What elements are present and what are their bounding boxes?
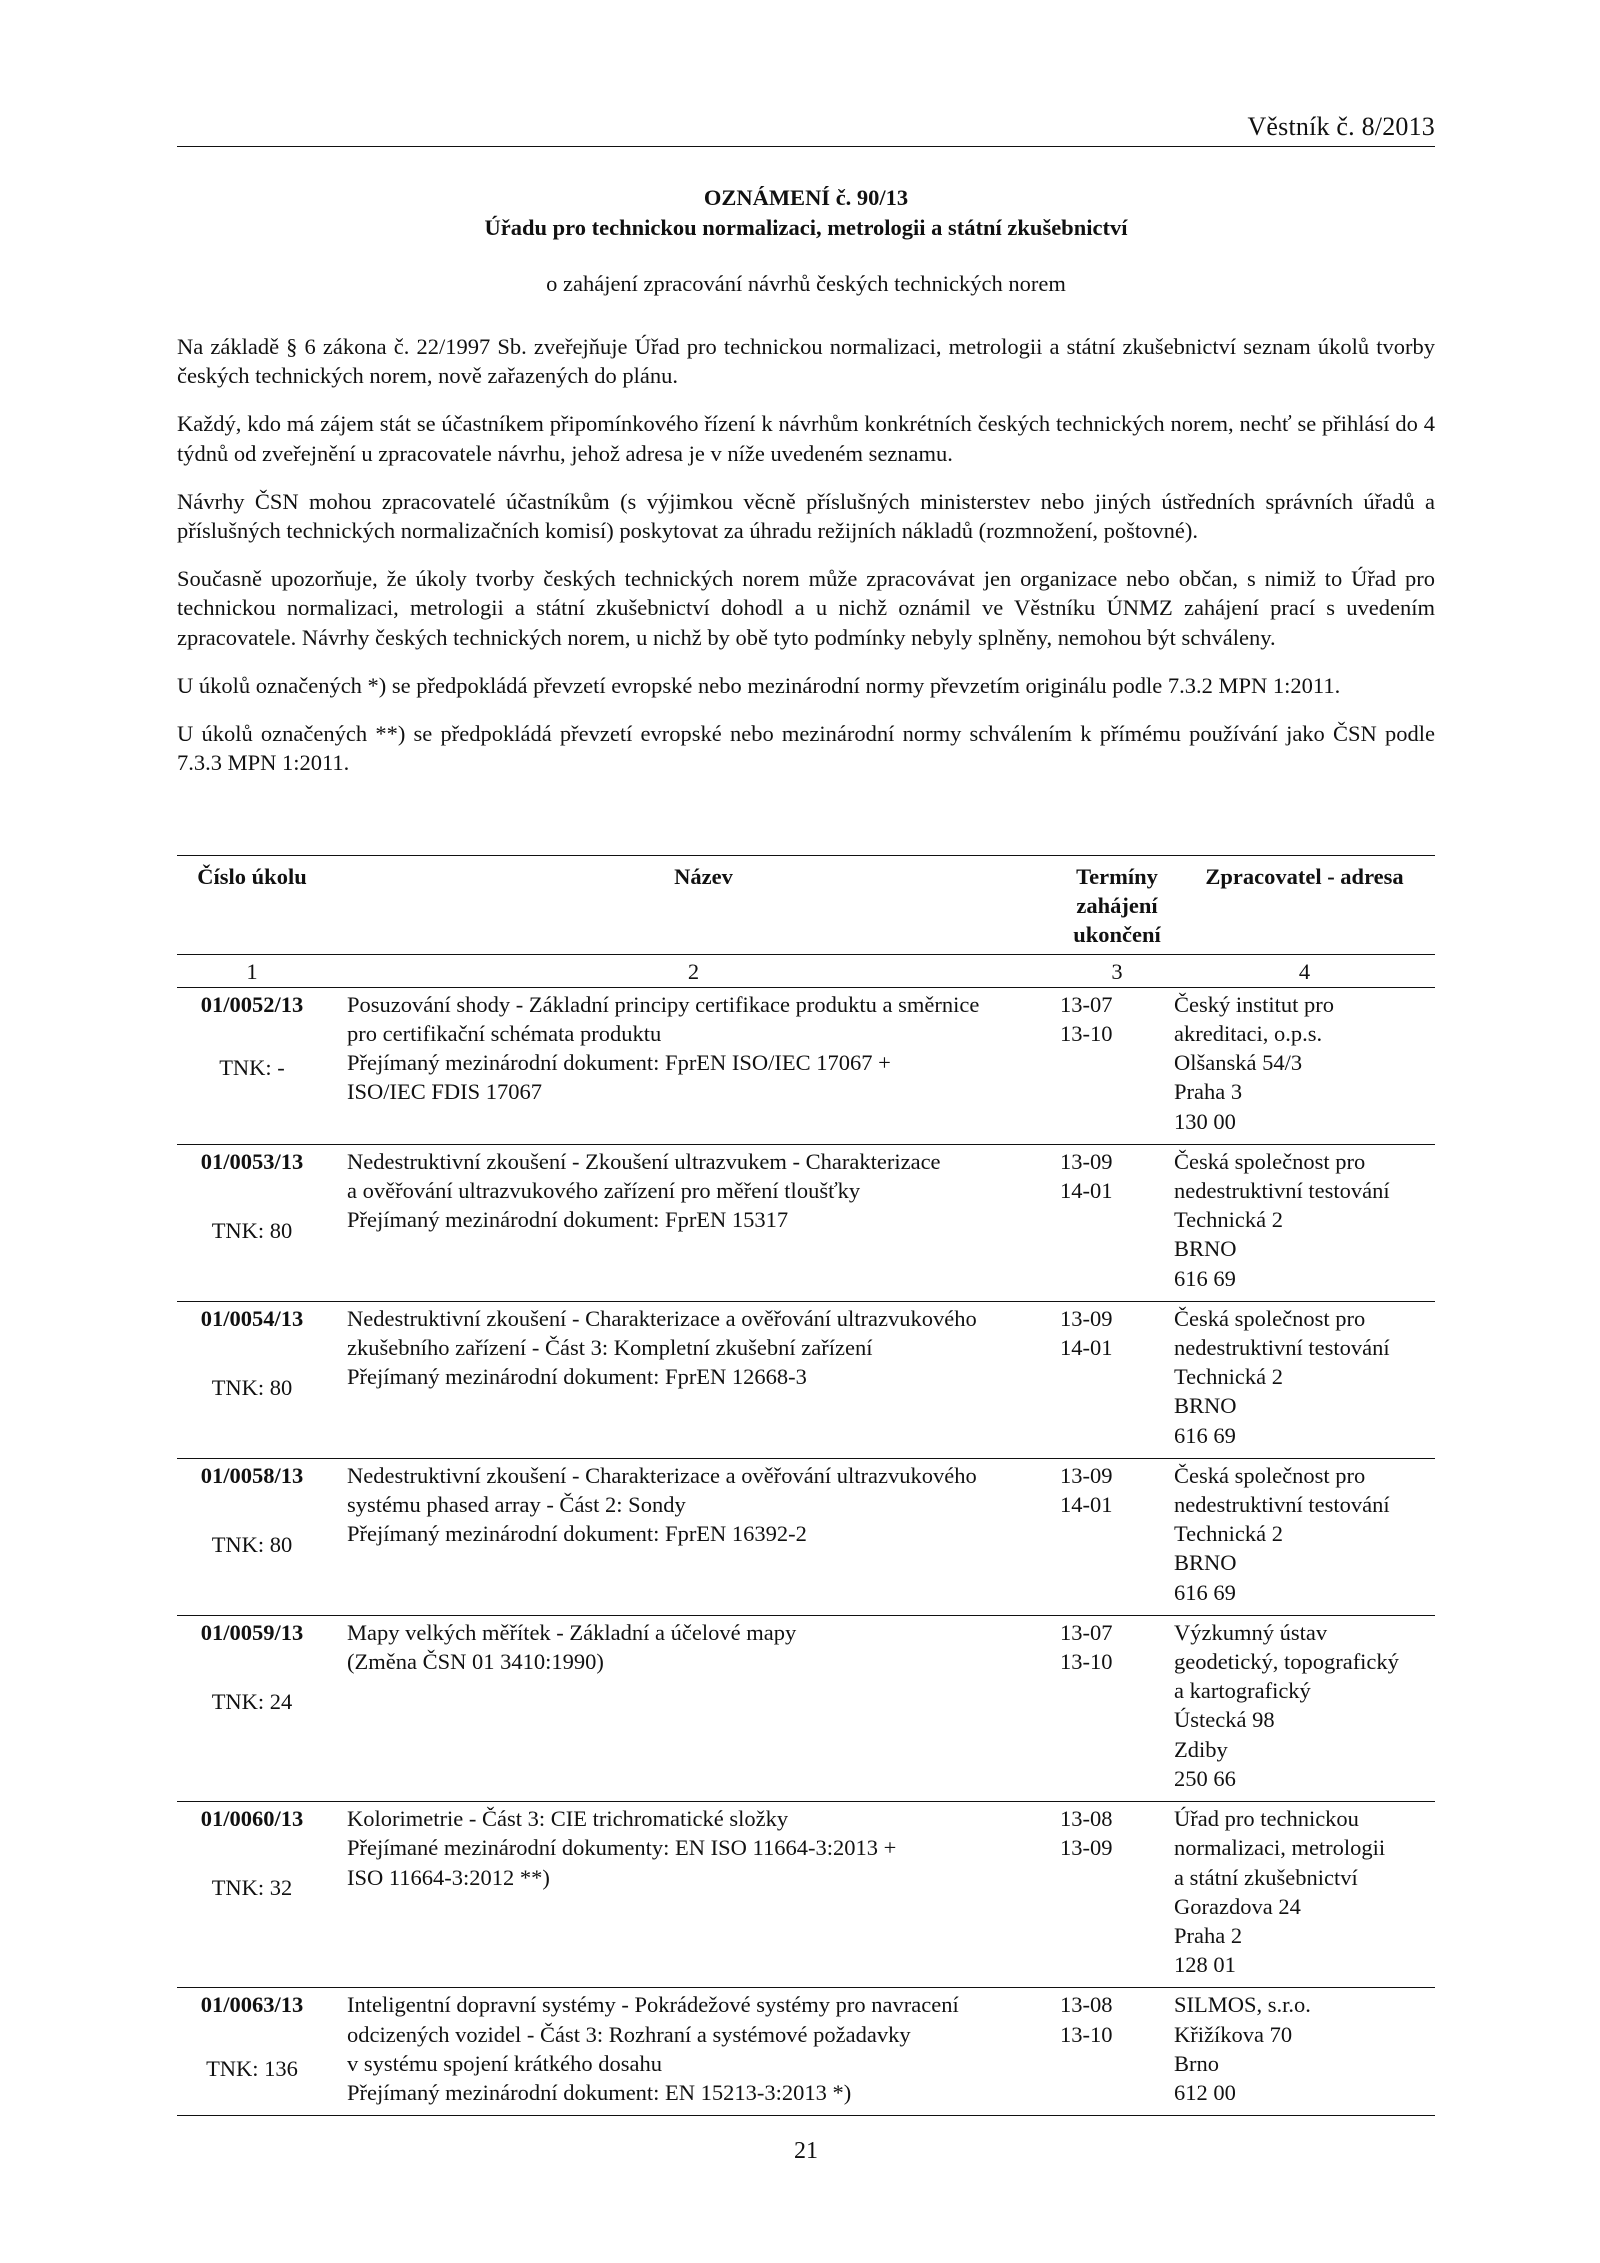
task-terms-cell xyxy=(1060,1802,1174,1988)
processor-line: Praha 2 xyxy=(1174,1922,1243,1948)
processor-line: Křižíkova 70 xyxy=(1174,2021,1293,2047)
processor-line: Ústecká 98 xyxy=(1174,1707,1275,1733)
task-name-cell xyxy=(327,1988,1060,2116)
task-name-cell xyxy=(327,1802,1060,1988)
task-processor-cell xyxy=(1174,1802,1435,1988)
tnk-label: TNK: - xyxy=(219,1055,285,1081)
paragraph: Současně upozorňuje, že úkoly tvorby českých technických norem může zpracovávat jen organizace nebo občan, s nimiž to Úřad pro technickou normalizaci, metrologii a státní zkušebnictví dohodl a u nichž oznámil ve Věstníku ÚNMZ zahájení prací s uvedením zpracovatele. Návrhy českých technických norem, u nichž by obě tyto podmínky nebyly splněny, nemohou být schváleny. xyxy=(177,566,1435,650)
notice-title-block xyxy=(177,183,1435,299)
processor-line: nedestruktivní testování xyxy=(1174,1178,1390,1204)
task-number: 01/0054/13 xyxy=(200,1305,304,1331)
column-number: 4 xyxy=(1174,954,1435,987)
task-term-start: 13-08 xyxy=(1060,1806,1113,1832)
task-number: 01/0053/13 xyxy=(200,1148,304,1174)
processor-line: Úřad pro technickou xyxy=(1174,1806,1359,1832)
task-number-cell xyxy=(177,1988,327,2116)
task-terms-cell xyxy=(1060,1458,1174,1615)
task-terms-cell xyxy=(1060,1615,1174,1801)
processor-line: BRNO xyxy=(1174,1550,1237,1576)
column-number: 1 xyxy=(177,954,327,987)
task-term-start: 13-09 xyxy=(1060,1148,1113,1174)
task-name-line: Kolorimetrie - Část 3: CIE trichromatické složky xyxy=(347,1806,789,1832)
processor-line: Český institut pro xyxy=(1174,991,1335,1017)
task-terms-cell xyxy=(1060,1144,1174,1301)
processor-line: 612 00 xyxy=(1174,2079,1236,2105)
task-terms-cell xyxy=(1060,1301,1174,1458)
notice-body xyxy=(177,332,1435,796)
task-name-cell xyxy=(327,1301,1060,1458)
column-number-row xyxy=(177,954,1435,987)
table-row xyxy=(177,1458,1435,1615)
task-processor-cell xyxy=(1174,1458,1435,1615)
task-term-start: 13-08 xyxy=(1060,1992,1113,2018)
task-term-start: 13-09 xyxy=(1060,1305,1113,1331)
task-name-cell xyxy=(327,987,1060,1144)
task-number: 01/0059/13 xyxy=(200,1619,304,1645)
header-task-number: Číslo úkolu xyxy=(177,856,327,955)
task-term-end: 14-01 xyxy=(1060,1178,1113,1204)
processor-line: 130 00 xyxy=(1174,1108,1236,1134)
task-processor-cell xyxy=(1174,987,1435,1144)
processor-line: Brno xyxy=(1174,2050,1219,2076)
header-processor: Zpracovatel - adresa xyxy=(1174,856,1435,955)
task-number-cell xyxy=(177,1144,327,1301)
notice-title: OZNÁMENÍ č. 90/13 xyxy=(703,185,909,210)
header-terms-line: zahájení xyxy=(1076,893,1158,919)
task-name-line: Nedestruktivní zkoušení - Charakterizace a ověřování ultrazvukového xyxy=(347,1462,977,1488)
task-name-line: Nedestruktivní zkoušení - Zkoušení ultrazvukem - Charakterizace xyxy=(347,1148,941,1174)
processor-line: BRNO xyxy=(1174,1236,1237,1262)
task-terms-cell xyxy=(1060,1988,1174,2116)
paragraph: U úkolů označených *) se předpokládá převzetí evropské nebo mezinárodní normy převzetím originálu podle 7.3.2 MPN 1:2011. xyxy=(177,672,1341,698)
processor-line: Zdiby xyxy=(1174,1736,1228,1762)
table-row xyxy=(177,1615,1435,1801)
column-number: 2 xyxy=(327,954,1060,987)
processor-line: Česká společnost pro xyxy=(1174,1305,1366,1331)
task-processor-cell xyxy=(1174,1988,1435,2116)
task-processor-cell xyxy=(1174,1615,1435,1801)
table-row xyxy=(177,1988,1435,2116)
processor-line: Výzkumný ústav xyxy=(1174,1619,1328,1645)
task-term-end: 14-01 xyxy=(1060,1492,1113,1518)
task-number: 01/0060/13 xyxy=(200,1806,304,1832)
task-number-cell xyxy=(177,1301,327,1458)
processor-line: geodetický, topografický xyxy=(1174,1649,1399,1675)
paragraph: Návrhy ČSN mohou zpracovatelé účastníkům (s výjimkou věcně příslušných ministerstev nebo jiných ústředních správních úřadů a příslušných technických normalizačních komisí) poskytovat za úhradu režijních nákladů (rozmnožení, poštovné). xyxy=(177,488,1435,544)
task-term-end: 14-01 xyxy=(1060,1335,1113,1361)
header-terms xyxy=(1060,856,1174,955)
notice-subject: o zahájení zpracování návrhů českých technických norem xyxy=(546,271,1066,296)
task-name-line: Přejímaný mezinárodní dokument: EN 15213-3:2013 *) xyxy=(347,2079,852,2105)
task-name-line: v systému spojení krátkého dosahu xyxy=(347,2050,662,2076)
task-term-end: 13-10 xyxy=(1060,1649,1113,1675)
processor-line: Olšanská 54/3 xyxy=(1174,1050,1303,1076)
processor-line: akreditaci, o.p.s. xyxy=(1174,1021,1323,1047)
task-name-line: Přejímaný mezinárodní dokument: FprEN ISO/IEC 17067 + xyxy=(347,1050,891,1076)
paragraph: Na základě § 6 zákona č. 22/1997 Sb. zveřejňuje Úřad pro technickou normalizaci, metrologii a státní zkušebnictví seznam úkolů tvorby českých technických norem, nově zařazených do plánu. xyxy=(177,334,1435,389)
task-number: 01/0058/13 xyxy=(200,1462,304,1488)
task-name-line: Nedestruktivní zkoušení - Charakterizace a ověřování ultrazvukového xyxy=(347,1305,977,1331)
task-name-cell xyxy=(327,1458,1060,1615)
task-term-start: 13-07 xyxy=(1060,1619,1113,1645)
column-number: 3 xyxy=(1060,954,1174,987)
task-name-line: ISO 11664-3:2012 **) xyxy=(347,1864,550,1890)
task-name-line: (Změna ČSN 01 3410:1990) xyxy=(347,1649,604,1675)
task-term-end: 13-10 xyxy=(1060,2021,1113,2047)
header-terms-line: ukončení xyxy=(1073,922,1161,948)
journal-header: Věstník č. 8/2013 xyxy=(1247,112,1435,141)
task-name-line: Přejímaný mezinárodní dokument: FprEN 16392-2 xyxy=(347,1521,807,1547)
tnk-label: TNK: 80 xyxy=(211,1532,293,1558)
processor-line: 616 69 xyxy=(1174,1579,1236,1605)
task-name-line: Inteligentní dopravní systémy - Pokrádežové systémy pro navracení xyxy=(347,1992,959,2018)
header-terms-line: Termíny xyxy=(1076,864,1158,889)
task-number: 01/0063/13 xyxy=(200,1992,304,2018)
tnk-label: TNK: 80 xyxy=(211,1218,293,1244)
tnk-label: TNK: 24 xyxy=(211,1689,293,1715)
tasks-table xyxy=(177,855,1435,2116)
task-name-cell xyxy=(327,1144,1060,1301)
processor-line: Česká společnost pro xyxy=(1174,1148,1366,1174)
processor-line: 616 69 xyxy=(1174,1422,1236,1448)
tnk-label: TNK: 80 xyxy=(211,1375,293,1401)
processor-line: a státní zkušebnictví xyxy=(1174,1864,1358,1890)
task-name-line: Mapy velkých měřítek - Základní a účelové mapy xyxy=(347,1619,797,1645)
task-name-line: ISO/IEC FDIS 17067 xyxy=(347,1079,543,1105)
task-number-cell xyxy=(177,1802,327,1988)
task-name-line: Přejímané mezinárodní dokumenty: EN ISO 11664-3:2013 + xyxy=(347,1835,897,1861)
task-processor-cell xyxy=(1174,1301,1435,1458)
processor-line: Technická 2 xyxy=(1174,1521,1283,1547)
page-number: 21 xyxy=(794,2138,818,2164)
task-name-cell xyxy=(327,1615,1060,1801)
processor-line: Technická 2 xyxy=(1174,1364,1283,1390)
task-number-cell xyxy=(177,1615,327,1801)
task-number-cell xyxy=(177,987,327,1144)
processor-line: SILMOS, s.r.o. xyxy=(1174,1992,1311,2018)
table-row xyxy=(177,1301,1435,1458)
processor-line: BRNO xyxy=(1174,1393,1237,1419)
table-row xyxy=(177,1144,1435,1301)
processor-line: Praha 3 xyxy=(1174,1079,1243,1105)
processor-line: Technická 2 xyxy=(1174,1207,1283,1233)
task-name-line: a ověřování ultrazvukového zařízení pro měření tloušťky xyxy=(347,1178,861,1204)
task-name-line: odcizených vozidel - Část 3: Rozhraní a systémové požadavky xyxy=(347,2021,911,2047)
task-term-start: 13-07 xyxy=(1060,991,1113,1017)
header-name: Název xyxy=(327,856,1060,955)
processor-line: Česká společnost pro xyxy=(1174,1462,1366,1488)
processor-line: nedestruktivní testování xyxy=(1174,1492,1390,1518)
table-header-row xyxy=(177,856,1435,955)
processor-line: nedestruktivní testování xyxy=(1174,1335,1390,1361)
processor-line: 128 01 xyxy=(1174,1952,1236,1978)
task-term-start: 13-09 xyxy=(1060,1462,1113,1488)
processor-line: 616 69 xyxy=(1174,1265,1236,1291)
paragraph: Každý, kdo má zájem stát se účastníkem připomínkového řízení k návrhům konkrétních českých technických norem, nechť se přihlásí do 4 týdnů od zveřejnění u zpracovatele návrhu, jehož adresa je v níže uvedeném seznamu. xyxy=(177,411,1435,466)
processor-line: a kartografický xyxy=(1174,1678,1311,1704)
task-number-cell xyxy=(177,1458,327,1615)
task-name-line: pro certifikační schémata produktu xyxy=(347,1021,662,1047)
processor-line: 250 66 xyxy=(1174,1765,1236,1791)
task-name-line: Posuzování shody - Základní principy certifikace produktu a směrnice xyxy=(347,991,980,1017)
paragraph: U úkolů označených **) se předpokládá převzetí evropské nebo mezinárodní normy schválením k přímému používání jako ČSN podle 7.3.3 MPN 1:2011. xyxy=(177,721,1435,776)
task-name-line: zkušebního zařízení - Část 3: Kompletní zkušební zařízení xyxy=(347,1335,873,1361)
task-terms-cell xyxy=(1060,987,1174,1144)
task-term-end: 13-09 xyxy=(1060,1835,1113,1861)
tnk-label: TNK: 136 xyxy=(206,2055,298,2081)
table-row xyxy=(177,1802,1435,1988)
task-name-line: systému phased array - Část 2: Sondy xyxy=(347,1492,686,1518)
notice-authority: Úřadu pro technickou normalizaci, metrologii a státní zkušebnictví xyxy=(484,215,1128,240)
table-body xyxy=(177,987,1435,2115)
task-processor-cell xyxy=(1174,1144,1435,1301)
task-term-end: 13-10 xyxy=(1060,1021,1113,1047)
processor-line: normalizaci, metrologii xyxy=(1174,1835,1386,1861)
header-rule xyxy=(177,146,1435,147)
task-name-line: Přejímaný mezinárodní dokument: FprEN 12668-3 xyxy=(347,1364,807,1390)
task-number: 01/0052/13 xyxy=(200,991,304,1017)
table-row xyxy=(177,987,1435,1144)
tnk-label: TNK: 32 xyxy=(211,1875,293,1901)
task-name-line: Přejímaný mezinárodní dokument: FprEN 15317 xyxy=(347,1207,789,1233)
processor-line: Gorazdova 24 xyxy=(1174,1893,1301,1919)
